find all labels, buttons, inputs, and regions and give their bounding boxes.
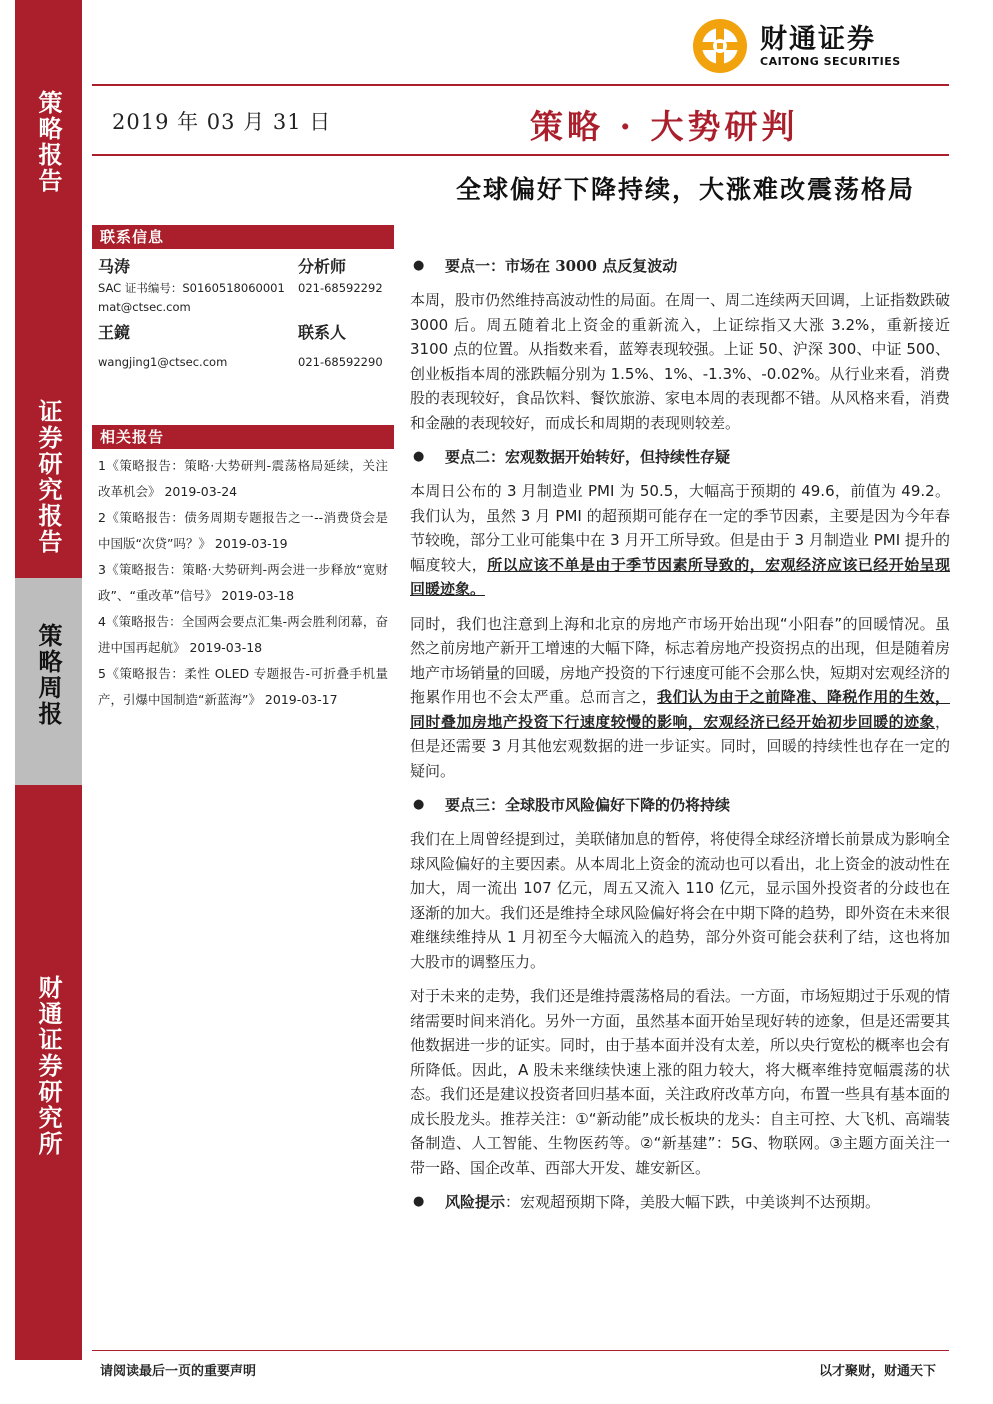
related-report-item[interactable]: 2《策略报告：债务周期专题报告之一--消费贷会是中国版“次贷”吗？》 2019-03-19 (98, 510, 388, 551)
header-divider-top (92, 84, 949, 86)
paragraph-text: ，但是还需要 3 月其他宏观数据的进一步证实。同时，回暖的持续性也存在一定的疑问。 (410, 712, 950, 780)
key-point-1 (410, 254, 950, 278)
related-report-item[interactable]: 4《策略报告：全国两会要点汇集-两会胜利闭幕，奋进中国再起航》 2019-03-18 (98, 614, 388, 655)
paragraph-text: 本周日公布的 3 月制造业 PMI 为 50.5，大幅高于预期的 49.6，前值为 49.2。我们认为，虽然 3 月 PMI 的超预期可能存在一定的季节因素，主要是因为今年春节较晚，部分工业可能集中在 3 月开工所导致。但是由于 3 月制造业 PMI 提升的幅度较大， (410, 482, 950, 574)
liaison-phone: 021-68592290 (298, 355, 383, 369)
risk-warning (410, 1190, 950, 1215)
related-report-item[interactable]: 3《策略报告：策略·大势研判-两会进一步释放“宽财政”、“重改革”信号》 2019-03-18 (98, 562, 388, 603)
paragraph-property (410, 612, 950, 784)
related-heading: 相关报告 (92, 425, 394, 449)
bullet-icon: ● (413, 449, 425, 464)
logo-english-name: CAITONG SECURITIES (760, 54, 901, 68)
liaison-name: 王鏡 (98, 323, 131, 342)
report-date: 2019 年 03 月 31 日 (112, 110, 332, 134)
paragraph-global: 我们在上周曾经提到过，美联储加息的暂停，将使得全球经济增长前景成为影响全球风险偏好的主要因素。从本周北上资金的流动也可以看出，北上资金的波动性在加大，周一流出 107 亿元，周五又流入 110 亿元，显示国外投资者的分歧也在逐渐的加大。我们还是维持全球风险偏好将会在中期下降的趋势，即外资在未来很难继续维持从 1 月初至今大幅流入的趋势，部分外资可能会获利了结，这也将加大股市的调整压力。 (410, 830, 951, 971)
sidebar-block-institute (15, 785, 82, 1360)
bullet-icon: ● (413, 1194, 425, 1209)
sidebar-block-report-type (15, 0, 82, 395)
paragraph-market: 本周，股市仍然维持高波动性的局面。在周一、周二连续两天回调，上证指数跌破 3000 后。周五随着北上资金的重新流入，上证综指又大涨 3.2%，重新接近 3100 点的位置。从指数来看，蓝筹表现较强。上证 50、沪深 300、中证 500、创业板指本周的涨跌幅分别为 1.5%、1%、-1.3%、-0.02%。从行业来看，消费股的表现较好，食品饮料、餐饮旅游、家电本周的表现都不错。从风格来看，消费和金融的表现较好，而成长和周期的表现则较差。 (410, 291, 951, 432)
highlight-text: 所以应该不单是由于季节因素所导致的，宏观经济应该已经开始呈现回暖迹象。 (410, 555, 950, 598)
key-point-title: 要点二：宏观数据开始转好，但持续性存疑 (445, 448, 731, 466)
paragraph-outlook: 对于未来的走势，我们还是维持震荡格局的看法。一方面，市场短期过于乐观的情绪需要时间来消化。另外一方面，虽然基本面开始呈现好转的迹象，但是还需要其他数据进一步的证实。同时，由于基本面并没有太差，所以央行宽松的概率也会有所降低。因此，A 股未来继续快速上涨的阻力较大，将大概率维持宽幅震荡的状态。我们还是建议投资者回归基本面，关注政府改革方向，布置一些具有基本面的成长股龙头。推荐关注：①“新动能”成长板块的龙头：自主可控、大飞机、高端装备制造、人工智能、生物医药等。②“新基建”：5G、物联网。③主题方面关注一带一路、国企改革、西部大开发、雄安新区。 (410, 987, 951, 1177)
report-title: 全球偏好下降持续，大涨难改震荡格局 (455, 175, 915, 204)
footer-divider (92, 1350, 949, 1351)
caitong-logo-icon (690, 16, 750, 76)
bullet-icon: ● (413, 258, 425, 273)
footer-slogan: 以才聚财，财通天下 (818, 1364, 936, 1379)
sidebar-text-weekly: 策略周报 (34, 623, 63, 727)
sidebar-block-weekly (15, 578, 82, 785)
related-report-item[interactable]: 1《策略报告：策略·大势研判-震荡格局延续，关注改革机会》 2019-03-24 (98, 458, 388, 499)
paragraph-pmi (410, 479, 950, 602)
bullet-icon: ● (413, 797, 425, 812)
analyst-role: 分析师 (298, 257, 347, 276)
liaison-email[interactable]: wangjing1@ctsec.com (98, 355, 228, 369)
main-content (410, 254, 950, 1215)
analyst-email[interactable]: mat@ctsec.com (98, 300, 191, 314)
risk-text: ：宏观超预期下降，美股大幅下跌，中美谈判不达预期。 (505, 1193, 881, 1211)
paragraph-text: 同时，我们也注意到上海和北京的房地产市场开始出现“小阳春”的回暖情况。虽然之前房地产新开工增速的大幅下降，标志着房地产投资拐点的出现，但是随着房地产市场销量的回暖，房地产投资的下行速度可能不会那么快，短期对宏观经济的拖累作用也不会太严重。总而言之， (410, 614, 951, 706)
key-point-title: 要点三：全球股市风险偏好下降的仍将持续 (445, 796, 731, 814)
report-category: 策略 · 大势研判 (530, 107, 799, 146)
risk-label: 风险提示 (445, 1193, 506, 1211)
sidebar-text-research: 证券研究报告 (34, 399, 63, 555)
related-report-item[interactable]: 5《策略报告：柔性 OLED 专题报告-可折叠手机量产，引爆中国制造“新蓝海”》 2019-03-17 (98, 666, 388, 707)
related-reports-list (98, 453, 388, 713)
company-logo (690, 16, 940, 76)
sidebar-text-report-type: 策略报告 (34, 90, 63, 194)
analyst-name: 马涛 (98, 257, 131, 276)
liaison-role: 联系人 (298, 323, 347, 342)
contact-info (98, 254, 390, 372)
analyst-cert: SAC 证书编号：S0160518060001 (98, 281, 285, 295)
contact-heading: 联系信息 (92, 225, 394, 249)
header-divider-bottom (92, 154, 949, 156)
sidebar-text-institute: 财通证券研究所 (34, 975, 63, 1157)
sidebar-block-research (15, 395, 82, 578)
key-point-title: 要点一：市场在 3000 点反复波动 (445, 257, 678, 275)
key-point-3 (410, 793, 950, 817)
key-point-2 (410, 445, 950, 469)
analyst-phone: 021-68592292 (298, 281, 383, 295)
logo-chinese-name: 财通证券 (760, 23, 876, 55)
highlight-text: 我们认为由于之前降准、降税作用的生效，同时叠加房地产投资下行速度较慢的影响，宏观经济已经开始初步回暖的迹象 (410, 688, 950, 731)
footer-disclaimer[interactable]: 请阅读最后一页的重要声明 (100, 1364, 257, 1379)
